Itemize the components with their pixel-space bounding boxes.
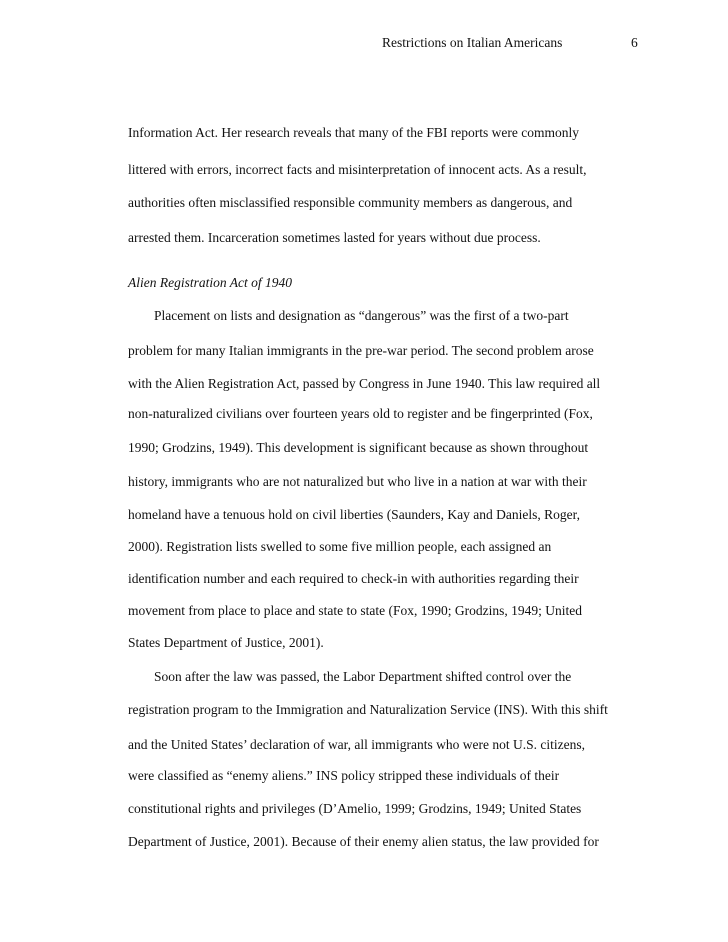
paragraph-3-line: Department of Justice, 2001). Because of their enemy alien status, the law provided for xyxy=(128,834,599,849)
paragraph-2-line: problem for many Italian immigrants in the pre-war period. The second problem arose xyxy=(128,343,594,358)
section-heading: Alien Registration Act of 1940 xyxy=(128,275,292,290)
running-title: Restrictions on Italian Americans xyxy=(382,35,563,50)
paragraph-3-line: registration program to the Immigration and Naturalization Service (INS). With this shift xyxy=(128,702,608,717)
paragraph-2-line: non-naturalized civilians over fourteen years old to register and be fingerprinted (Fox, xyxy=(128,406,593,421)
paragraph-2-line: 2000). Registration lists swelled to some five million people, each assigned an xyxy=(128,539,552,554)
paragraph-3-line: constitutional rights and privileges (D’Amelio, 1999; Grodzins, 1949; United States xyxy=(128,801,582,816)
paragraph-3-line: Soon after the law was passed, the Labor Department shifted control over the xyxy=(154,669,572,684)
paragraph-2-line: States Department of Justice, 2001). xyxy=(128,635,324,650)
paragraph-2-line: with the Alien Registration Act, passed by Congress in June 1940. This law required all xyxy=(128,376,601,391)
page-number: 6 xyxy=(631,35,638,50)
paragraph-1-line: littered with errors, incorrect facts and misinterpretation of innocent acts. As a result, xyxy=(128,162,587,177)
paragraph-2-line: homeland have a tenuous hold on civil liberties (Saunders, Kay and Daniels, Roger, xyxy=(128,507,580,522)
paragraph-2-line: Placement on lists and designation as “dangerous” was the first of a two-part xyxy=(154,308,569,323)
paragraph-1-line: authorities often misclassified responsible community members as dangerous, and xyxy=(128,195,573,210)
paragraph-3-line: were classified as “enemy aliens.” INS policy stripped these individuals of their xyxy=(128,768,560,783)
paragraph-2-line: history, immigrants who are not naturalized but who live in a nation at war with their xyxy=(128,474,587,489)
paragraph-1-line: arrested them. Incarceration sometimes lasted for years without due process. xyxy=(128,230,541,245)
paragraph-2-line: identification number and each required to check-in with authorities regarding their xyxy=(128,571,579,586)
paragraph-2-line: 1990; Grodzins, 1949). This development is significant because as shown throughout xyxy=(128,440,589,455)
paragraph-1-line: Information Act. Her research reveals that many of the FBI reports were commonly xyxy=(128,125,579,140)
paragraph-3-line: and the United States’ declaration of war, all immigrants who were not U.S. citizens, xyxy=(128,737,585,752)
paragraph-2-line: movement from place to place and state to state (Fox, 1990; Grodzins, 1949; United xyxy=(128,603,583,618)
